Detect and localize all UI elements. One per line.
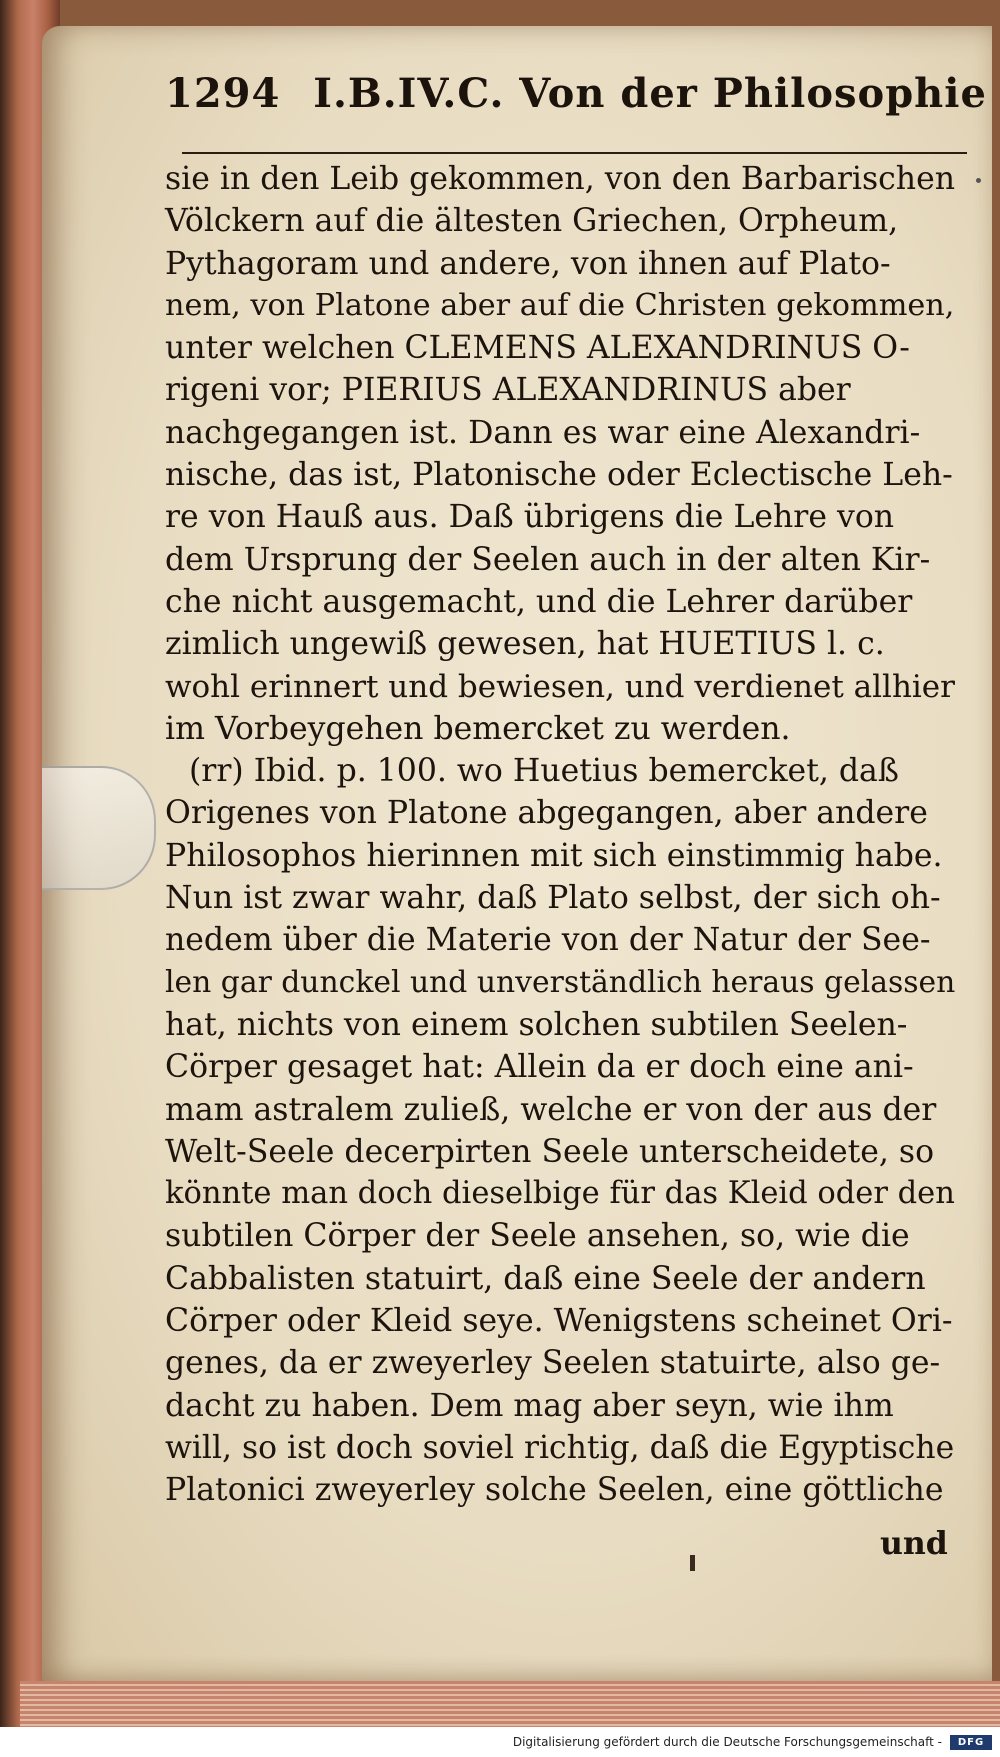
- text-line: rigeni vor; PIERIUS ALEXANDRINUS aber: [165, 372, 851, 409]
- text-line: nem, von Platone aber auf die Christen gekommen,: [165, 287, 955, 323]
- dfg-logo: DFG: [950, 1735, 992, 1750]
- text-line: Origenes von Platone abgegangen, aber andere: [165, 795, 928, 832]
- margin-dot: [976, 178, 981, 183]
- text-line: sie in den Leib gekommen, von den Barbarischen: [165, 161, 955, 197]
- text-line: im Vorbeygehen bemercket zu werden.: [165, 710, 791, 747]
- text-line: zimlich ungewiß gewesen, hat HUETIUS l. c.: [165, 626, 885, 663]
- page-edges-bottom: [20, 1681, 1000, 1727]
- running-title: I.B.IV.C. Von der Philosophie: [313, 70, 987, 117]
- running-header: [165, 70, 987, 117]
- text-line: che nicht ausgemacht, und die Lehrer darüber: [165, 583, 913, 620]
- text-line: nedem über die Materie von der Natur der See-: [165, 922, 931, 959]
- footnote-line: (rr) Ibid. p. 100. wo Huetius bemercket, daß: [189, 753, 899, 790]
- text-line: Welt-Seele decerpirten Seele unterscheidete, so: [165, 1133, 935, 1170]
- text-line: nische, das ist, Platonische oder Eclectische Leh-: [165, 457, 953, 494]
- text-line: nachgegangen ist. Dann es war eine Alexandri-: [165, 414, 921, 451]
- text-line: len gar dunckel und unverständlich heraus gelassen: [165, 964, 956, 1000]
- text-line: dacht zu haben. Dem mag aber seyn, wie ihm: [165, 1387, 894, 1424]
- text-line: dem Ursprung der Seelen auch in der alten Kir-: [165, 541, 931, 578]
- text-line: könnte man doch dieselbige für das Kleid oder den: [165, 1176, 955, 1212]
- body-text: [165, 158, 955, 1512]
- signature-mark: [690, 1555, 695, 1571]
- text-line: Völckern auf die ältesten Griechen, Orpheum,: [165, 203, 899, 240]
- header-rule: [182, 152, 967, 154]
- text-line: genes, da er zweyerley Seelen statuirte, also ge-: [165, 1345, 941, 1382]
- funding-credit: Digitalisierung gefördert durch die Deutsche Forschungsgemeinschaft -: [512, 1735, 942, 1749]
- page-number: 1294: [165, 70, 281, 117]
- text-line: Cörper oder Kleid seye. Wenigstens scheinet Ori-: [165, 1303, 953, 1340]
- text-line: unter welchen CLEMENS ALEXANDRINUS O-: [165, 330, 910, 367]
- text-line: will, so ist doch soviel richtig, daß die Egyptische: [165, 1429, 955, 1466]
- text-line: subtilen Cörper der Seele ansehen, so, wie die: [165, 1218, 910, 1255]
- page-clip: [42, 766, 156, 890]
- text-line: Pythagoram und andere, von ihnen auf Plato-: [165, 245, 891, 282]
- text-line: re von Hauß aus. Daß übrigens die Lehre von: [165, 499, 895, 536]
- text-line: Cabbalisten statuirt, daß eine Seele der andern: [165, 1260, 926, 1297]
- text-line: Nun ist zwar wahr, daß Plato selbst, der sich oh-: [165, 880, 941, 917]
- text-line: Philosophos hierinnen mit sich einstimmig habe.: [165, 837, 943, 874]
- text-line: Cörper gesaget hat: Allein da er doch eine ani-: [165, 1049, 914, 1086]
- text-line: wohl erinnert und bewiesen, und verdienet allhier: [165, 668, 955, 705]
- text-line: Platonici zweyerley solche Seelen, eine göttliche: [165, 1472, 944, 1509]
- text-line: hat, nichts von einem solchen subtilen Seelen-: [165, 1006, 908, 1043]
- scan-footer: [0, 1727, 1000, 1757]
- catchword: und: [880, 1525, 948, 1562]
- text-line: mam astralem zuließ, welche er von der aus der: [165, 1091, 937, 1128]
